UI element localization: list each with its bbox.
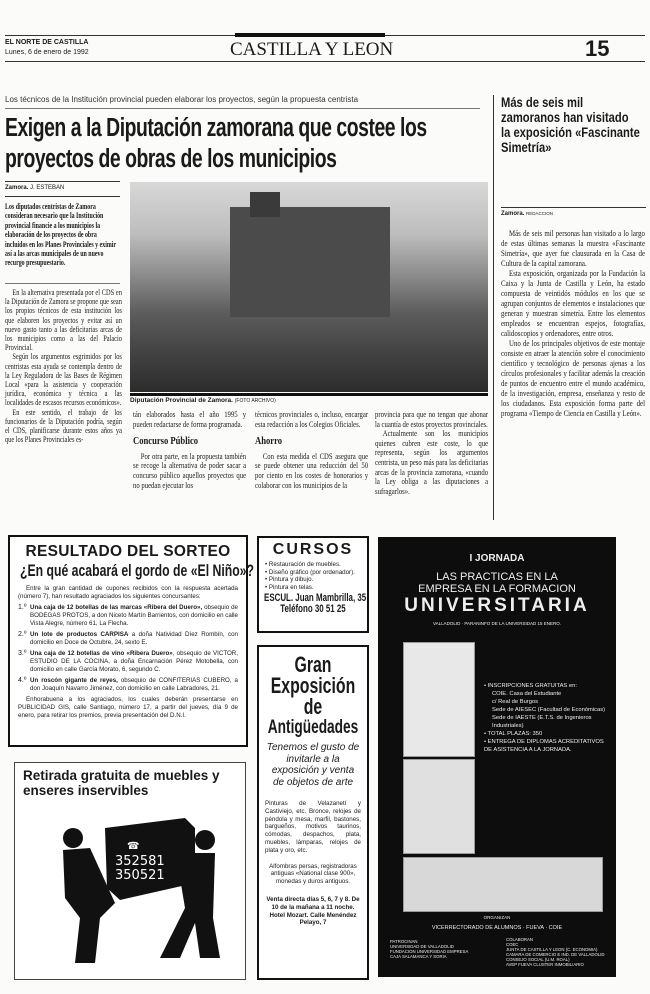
paragraph: provincia para que no tengan que abonar la cuantía de estos proyectos provinciales.: [375, 409, 489, 429]
jornada-line-1: LAS PRACTICAS EN LA: [436, 571, 558, 583]
retirada-ad: [14, 762, 246, 980]
sorteo-title: RESULTADO DEL SORTEO: [25, 543, 231, 560]
paragraph: En este sentido, el trabajo de los funcionarios de la Diputación podría, según el CDS, planificarse durante estos años ya que los Planes Provinciales es-: [5, 406, 122, 445]
article-column-1: [5, 288, 122, 444]
paragraph: Con esta medida el CDS asegura que se puede obtener una reducción del 50 por ciento en los costes de honorarios y colaborar con los municipios de la: [255, 450, 369, 490]
collaborator: AVEP FUEVA CLUSTER INMOBILIARIO: [506, 962, 584, 967]
bullet-icon: •: [265, 576, 269, 583]
article-kicker: Los técnicos de la Institución provincial pueden elaborar los proyectos, según la propuesta centrista: [5, 95, 359, 104]
byline-place: Zamora.: [5, 185, 29, 191]
cursos-address: ESCUL. Juan Mambrilla, 35: [264, 592, 367, 604]
collaborator: COEC: [506, 942, 519, 947]
sorteo-subtitle: ¿En qué acabará el gordo de «El Niño»?: [19, 561, 254, 580]
prize-number: 2.º: [18, 631, 27, 638]
prize-item: [18, 604, 238, 628]
sponsor: UNIVERSIDAD DE VALLADOLID: [390, 944, 454, 949]
photo-credit: (FOTO ARCHIVO): [234, 398, 276, 404]
antiguedades-title-line: Gran: [294, 652, 332, 677]
photo-caption: [130, 397, 276, 404]
article-column-3: [255, 410, 368, 490]
byline-place: Zamora.: [501, 211, 525, 217]
prize-title: Un roscón gigante de reyes,: [30, 677, 118, 684]
side-byline: [501, 211, 553, 217]
phone-number: 350521: [115, 868, 165, 883]
phone-number: 352581: [115, 854, 165, 869]
article-photo: [130, 182, 488, 392]
collaborator: JUNTA DE CASTILLA Y LEON (C. ECONOMIA): [506, 947, 598, 952]
prize-text: , obsequio de VICTOR, ESTUDIO DE LA COCINA, a doña Encarnación Pérez Motobella, con domicilio en calle García Morato, 6, segundo C.: [30, 650, 238, 673]
antiguedades-invite: Tenemos el gusto de invitarle a la exposición y venta de objetos de arte: [266, 742, 360, 788]
section-title: CASTILLA Y LEON: [230, 39, 394, 60]
side-body: [501, 228, 645, 418]
collaborator: CAMARA DE COMERCIO E IND. DE VALLADOLID: [506, 952, 605, 957]
prize-title: Una caja de 12 botellas de las marcas «Ribera del Duero»,: [30, 604, 203, 611]
jornada-info-line: c/ Real de Burgos: [492, 699, 539, 705]
subheading: Ahorro: [255, 435, 283, 448]
caption-text: Diputación Provincial de Zamora.: [130, 397, 233, 404]
paragraph: Según los argumentos esgrimidos por los centristas esta ayuda se contempla dentro de la Ley Reguladora de las Bases de Régimen Local «para la asistencia y cooperación jurídica, económica y técnica a las localidades de escasos recursos económicos».: [5, 351, 122, 408]
course-label: Diseño gráfico (por ordenador).: [268, 568, 355, 576]
antiguedades-ad: [257, 645, 369, 980]
sorteo-closing: Enhorabuena a los agraciados, los cuales deberán presentarse en PUBLICIDAD GIS, calle Santiago, número 17, a partir del jueves, día 9 de enero, para retirar los premios, previa presentación del D.N.I.: [18, 696, 238, 719]
jornada-ad: [378, 537, 616, 977]
building-tower: [250, 192, 280, 217]
jornada-title: I JORNADA: [469, 553, 525, 564]
page-number: 15: [585, 36, 610, 61]
issue-date: Lunes, 6 de enero de 1992: [5, 49, 89, 56]
course-label: Restauración de muebles.: [268, 561, 341, 568]
paragraph: Esta exposición, organizada por la Fundación la Caixa y la Junta de Castilla y León, ha estado compuesta de veintidós módulos en los que se agrupan conjuntos de elementos e instalaciones que generan y muestran simetría. Entre los elementos empleados se encuentran espejos, fotografías, calidoscopios y ordenadores, entre otros.: [501, 268, 645, 338]
byline-author: REDACCION: [526, 211, 554, 216]
paragraph: Actualmente son los municipios quienes cubren este coste, lo que representa, según los argumentos centrista, un peso más para las deficitarias arcas de la provincia zamorana, «cuando la Ley obliga a las diputaciones a sufragarlos».: [375, 428, 489, 496]
illustration-people: [403, 857, 603, 912]
byline-author: J. ESTEBAN: [30, 185, 65, 191]
bullet-icon: •: [265, 568, 269, 576]
jornada-info-line: • ENTREGA DE DIPLOMAS ACREDITATIVOS DE ASISTENCIA A LA JORNADA.: [484, 739, 604, 753]
prize-title: Un lote de productos CARPISA: [30, 631, 129, 638]
course-item: [265, 569, 361, 577]
antiguedades-sale: Venta directa días 5, 6, 7 y 8. De 10 de la mañana a 11 noche. Hotel Mozart. Calle Menéndez Pelayo, 7: [266, 895, 360, 927]
jornada-line-3: UNIVERSITARIA: [404, 595, 590, 616]
illustration-worker: [403, 759, 475, 854]
building-shape: [230, 207, 390, 317]
paragraph: Uno de los principales objetivos de este montaje consiste en atraer la atención sobre el conocimiento científico y tecnológico de personas ajenas a los círculos profesionales y facilitar además la creación de puntos de encuentro entre el mundo académico, de la investigación, empresa, enseñanza y resto de los ciudadanos. Esta exposición forma parte del programa «Tiempo de Ciencia en Castilla y León».: [501, 338, 645, 418]
antiguedades-title-line: Antigüedades: [267, 717, 359, 738]
cursos-ad: [257, 536, 369, 633]
movers-illustration: [45, 808, 225, 973]
prize-text: obsequio de BODEGAS PROTOS, a don Niceto Martín Barrientos, con domicilio en calle Vista Alegre, número 61, La Flecha.: [30, 604, 238, 627]
course-item: [265, 584, 361, 592]
side-headline: Más de seis mil zamoranos han visitado la exposición «Fascinante Simetría»: [501, 94, 640, 155]
jornada-line-2: EMPRESA EN LA FORMACION: [418, 583, 576, 595]
bullet-icon: •: [265, 561, 269, 568]
jornada-info-line: COIE. Casa del Estudiante: [492, 691, 562, 697]
paragraph: técnicos provinciales o, incluso, encargar esta redacción a los Colegios Oficiales.: [255, 409, 369, 429]
jornada-org: VICERRECTORADO DE ALUMNOS · FUEVA · COIE: [431, 925, 563, 931]
article-byline: [5, 185, 64, 191]
course-item: [265, 576, 361, 584]
cursos-title: CURSOS: [272, 541, 354, 558]
paragraph: Más de seis mil personas han visitado a lo largo de estas últimas semanas la muestra «Fascinante Simetría», que ayer fue clausurada en la Casa de Cultura de la capital zamorana.: [501, 228, 645, 268]
prize-number: 3.º: [18, 650, 27, 657]
prize-item: [18, 677, 238, 693]
course-label: Pintura en telas.: [268, 583, 314, 591]
antiguedades-list: Pinturas de Velazanetí y Castiviejo, etc. Bronce, relojes de péndola y mesa, marfil, bastones, bargueños, motivos taurinos, cómodas, despachos, plata, muebles, lámparas, relojes de plata y oro, etc.: [265, 800, 361, 854]
sponsor: CAJA SALAMANCA Y SORIA: [390, 954, 447, 959]
jornada-org-label: ORGANIZAN: [483, 915, 511, 920]
collaborator: CONSEJO SOCIAL (U.M. ROAL): [506, 957, 570, 962]
course-label: Pintura y dibujo.: [268, 576, 314, 583]
cursos-phone: Teléfono 30 51 25: [280, 603, 346, 615]
paragraph: tán elaborados hasta el año 1995 y pueden redactarse de forma programada.: [133, 409, 247, 429]
antiguedades-list-2: Alfombras persas, registradoras antiguas «National clase 900», monedas y duros antiguos.: [269, 862, 357, 886]
jornada-place: VALLADOLID · PARANINFO DE LA UNIVERSIDAD 15 ENERO.: [432, 621, 562, 626]
jornada-info-line: Sede de IAESTE (E.T.S. de Ingenieros Industriales): [492, 715, 592, 729]
prize-item: [18, 631, 238, 647]
prize-number: 1.º: [18, 604, 27, 611]
article-lead: Los diputados centristas de Zamora consideran necesario que la Institución provincial financie a los municipios la elaboración de los proyectos de obra incluidos en los Planes Provinciales y eximir así a las arcas municipales de un nuevo recurgo presupuestario.: [5, 202, 116, 268]
subheading: Concurso Público: [133, 435, 199, 448]
article-headline: Exigen a la Diputación zamorana que costee los proyectos de obras de los municipios: [5, 114, 427, 173]
article-column-2: [133, 410, 246, 490]
retirada-phones: [115, 855, 165, 883]
prize-text: obsequio de CONFITERIAS CUBERO, a don Joaquín Navarro Jiménez, con domicilio en calle Labradores, 21.: [30, 677, 238, 692]
paper-name: EL NORTE DE CASTILLA: [5, 39, 89, 46]
jornada-info-line: Sede de AIESEC (Facultad de Económicas): [492, 707, 606, 713]
collab-label: COLABORAN: [506, 937, 533, 942]
retirada-title: Retirada gratuita de muebles y enseres inservibles: [23, 768, 220, 798]
prize-text: a doña Natividad Díez Rombín, con domicilio en Doce de Octubre, 24, sexto E.: [30, 631, 238, 646]
sorteo-ad: [8, 535, 254, 747]
prize-number: 4.º: [18, 677, 27, 684]
sorteo-intro: Entre la gran cantidad de cupones recibidos con la respuesta acertada (número 7), han resultado agraciados los siguientes concursantes:: [18, 585, 238, 600]
course-item: [265, 561, 361, 569]
jornada-info-line: • INSCRIPCIONES GRATUITAS en:: [484, 683, 577, 689]
prize-item: [18, 650, 238, 674]
illustration-building: [403, 642, 475, 757]
prize-title: Una caja de 12 botellas de vino «Ribera Duero»: [30, 650, 173, 657]
paragraph: Por otra parte, en la propuesta también se recoge la alternativa de poder sacar a concurso público aquellos proyectos que no puedan ejecutar los: [133, 450, 247, 490]
sponsors-label: PATROCINAN: [390, 939, 418, 944]
paragraph: En la alternativa presentada por el CDS en la Diputación de Zamora se propone que sean los propios técnicos de esta institución los que elaboren los proyectos y evitar así un nuevo gasto tanto a las deficitarias arcas de los municipios como a las del Palacio Provincial.: [5, 287, 122, 353]
article-column-4: [375, 410, 488, 496]
antiguedades-title-line: de: [303, 694, 323, 719]
section-bar: [235, 33, 385, 37]
bullet-icon: •: [265, 583, 269, 591]
phone-icon: ☎: [127, 841, 140, 852]
jornada-info-line: • TOTAL PLAZAS: 350: [484, 731, 543, 737]
sponsor: FUNDACION UNIVERSIDAD EMPRESA: [390, 949, 469, 954]
column-divider: [493, 95, 494, 520]
antiguedades-title-line: Exposición: [270, 673, 356, 698]
